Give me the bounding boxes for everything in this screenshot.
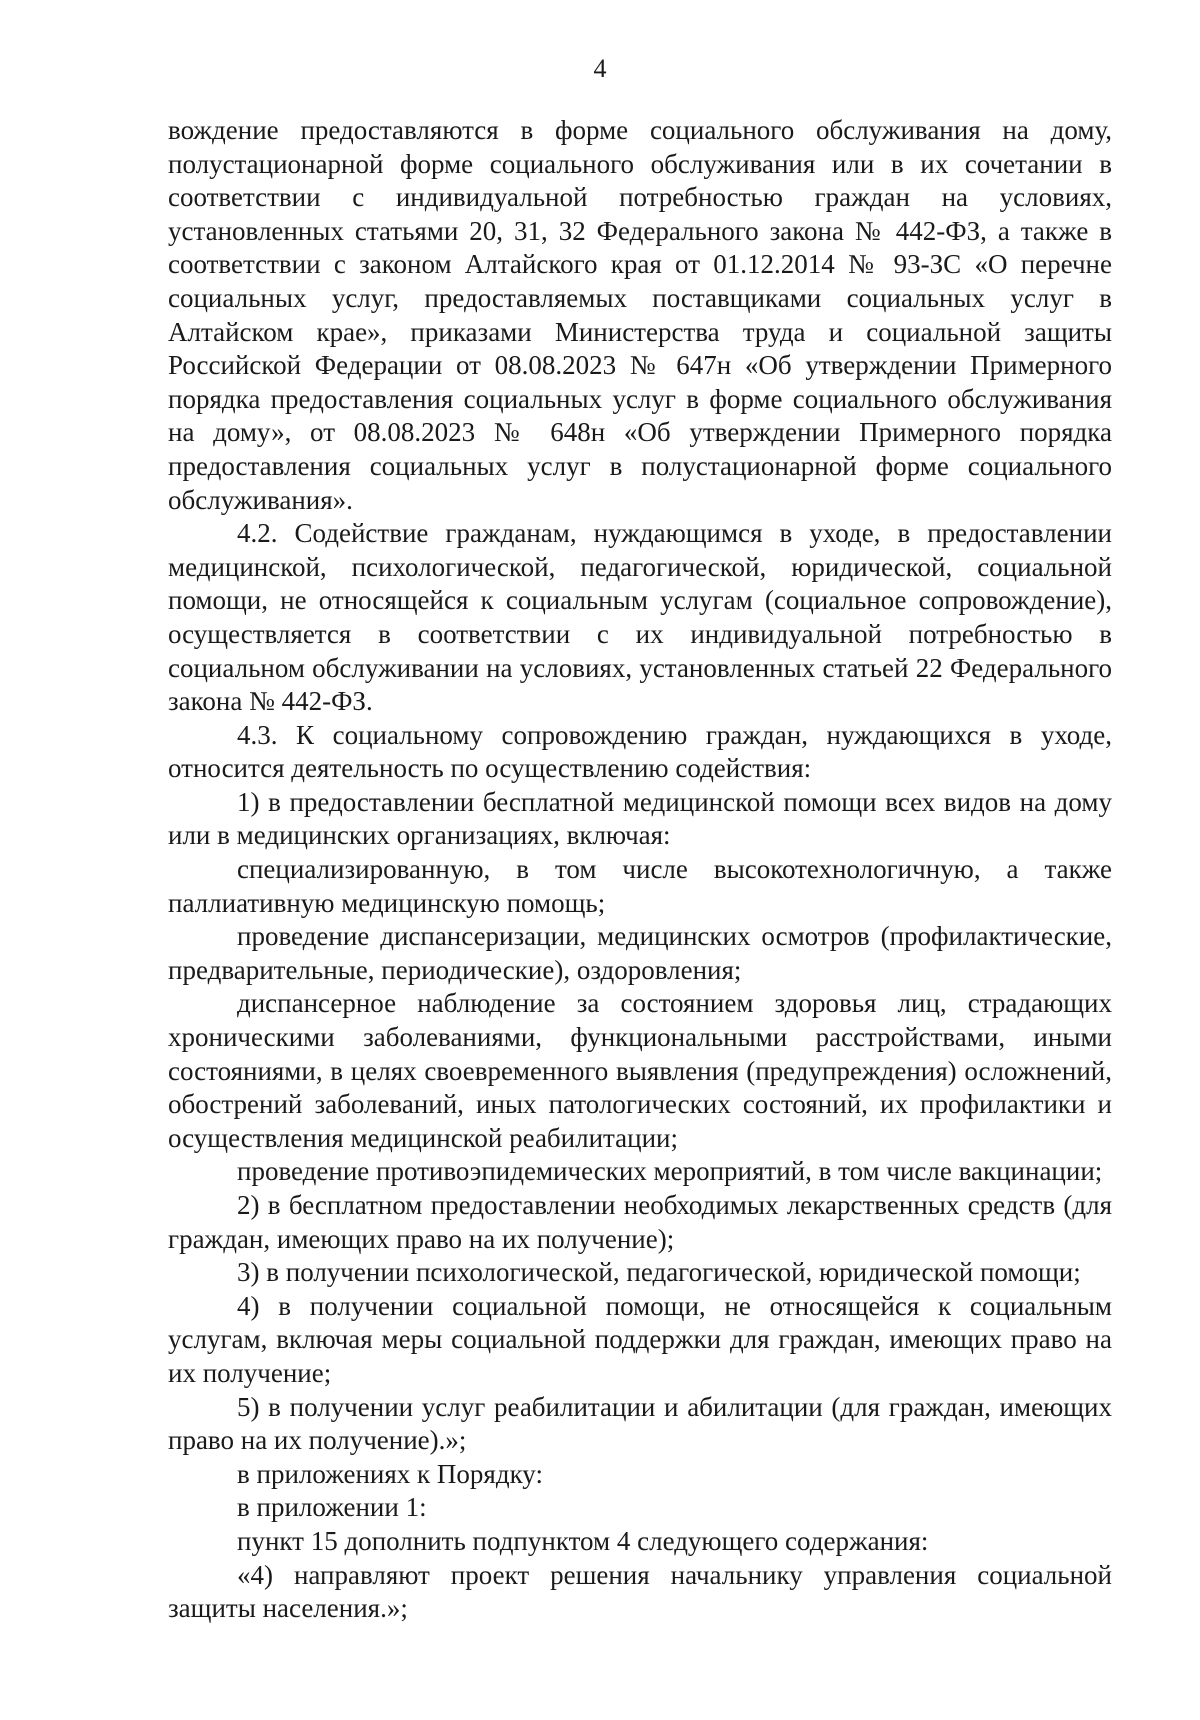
document-body xyxy=(168,114,1112,1626)
paragraph-4-2: 4.2. Содействие гражданам, нуждающимся в уходе, в предоставлении медицинской, психологической, педагогической, юридической, социальной помощи, не относящейся к социальным услугам (социальное сопровождение), осуществляется в соответствии с их индивидуальной потребностью в социальном обслуживании на условиях, установленных статьей 22 Федерального закона № 442-ФЗ. xyxy=(168,518,1112,717)
list-item-1: 1) в предоставлении бесплатной медицинской помощи всех видов на дому или в медицинских организациях, включая: xyxy=(168,786,1112,851)
paragraph-appendices: в приложениях к Порядку: xyxy=(237,1458,543,1489)
list-item-3: 3) в получении психологической, педагогической, юридической помощи; xyxy=(237,1257,1081,1288)
paragraph-subitem-4: «4) направляют проект решения начальнику управления социальной защиты населения.»; xyxy=(168,1559,1112,1624)
list-item-5: 5) в получении услуг реабилитации и абилитации (для граждан, имеющих право на их получение).»; xyxy=(168,1391,1112,1456)
sub-item-vaccination: проведение противоэпидемических мероприятий, в том числе вакцинации; xyxy=(237,1156,1103,1187)
sub-item-dispensary-exams: проведение диспансеризации, медицинских осмотров (профилактические, предварительные, периодические), оздоровления; xyxy=(168,921,1112,985)
sub-item-specialized-care: специализированную, в том числе высокотехнологичную, а также паллиативную медицинскую помощь; xyxy=(168,854,1112,918)
paragraph-appendix-1: в приложении 1: xyxy=(237,1492,427,1523)
paragraph-item-15: пункт 15 дополнить подпунктом 4 следующего содержания: xyxy=(237,1525,929,1556)
list-item-2: 2) в бесплатном предоставлении необходимых лекарственных средств (для граждан, имеющих право на их получение); xyxy=(168,1190,1112,1254)
sub-item-dispensary-observation: диспансерное наблюдение за состоянием здоровья лиц, страдающих хроническими заболеваниями, функциональными расстройствами, иными состояниями, в целях своевременного выявления (предупреждения) осложнений, обострений заболеваний, иных патологических состояний, их профилактики и осуществления медицинской реабилитации; xyxy=(168,988,1112,1153)
paragraph-continuation: вождение предоставляются в форме социального обслуживания на дому, полустационарной форме социального обслуживания или в их сочетании в соответствии с индивидуальной потребностью граждан на условиях, установленных статьями 20, 31, 32 Федерального закона № 442-ФЗ, а также в соответствии с законом Алтайского края от 01.12.2014 № 93-ЗС «О перечне социальных услуг, предоставляемых поставщиками социальных услуг в Алтайском крае», приказами Министерства труда и социальной защиты Российской Федерации от 08.08.2023 № 647н «Об утверждении Примерного порядка предоставления социальных услуг в форме социального обслуживания на дому», от 08.08.2023 № 648н «Об утверждении Примерного порядка предоставления социальных услуг в полустационарной форме социального обслуживания». xyxy=(168,115,1112,515)
paragraph-4-3: 4.3. К социальному сопровождению граждан, нуждающихся в уходе, относится деятельность по осуществлению содействия: xyxy=(168,719,1112,784)
list-item-4: 4) в получении социальной помощи, не относящейся к социальным услугам, включая меры социальной поддержки для граждан, имеющих право на их получение; xyxy=(168,1290,1112,1388)
page-number: 4 xyxy=(593,54,607,83)
